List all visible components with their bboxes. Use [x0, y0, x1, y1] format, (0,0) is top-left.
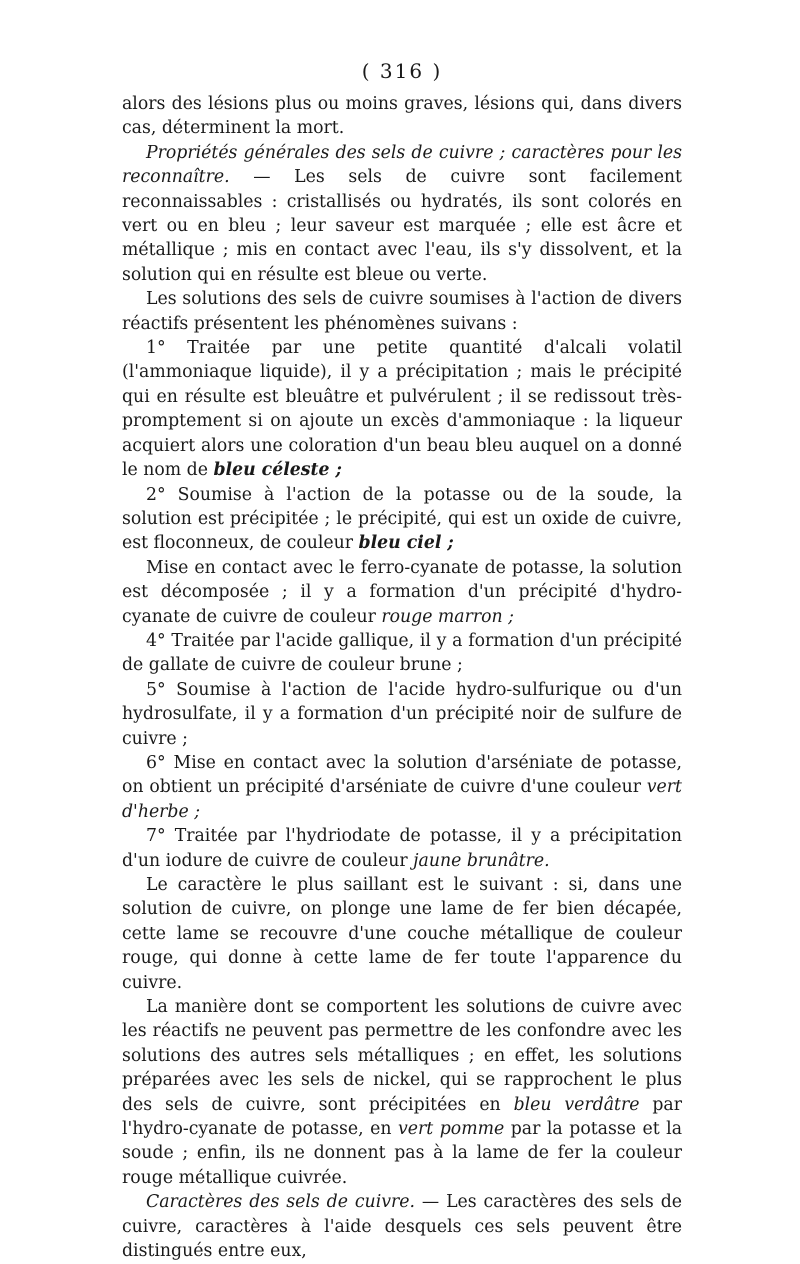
paragraph — [122, 1190, 682, 1263]
paragraph — [122, 751, 682, 824]
emphasized-text: Caractères des sels de cuivre. — [146, 1192, 415, 1213]
paragraph — [122, 92, 682, 141]
text-run: — Les sels de cuivre sont facilement reconnaissables : cristallisés ou hydratés, ils sont colorés en vert ou en bleu ; leur saveur est marquée ; elle est âcre et métallique ; mis en contact avec l'eau, ils s'y dissolvent, et la solution qui en résulte est bleue ou verte. — [122, 167, 682, 285]
paragraph — [122, 336, 682, 482]
text-run: par la potasse et la soude ; enfin, ils ne donnent pas à la lame de fer la couleur rouge métallique cuivrée. — [122, 1119, 682, 1188]
emphasized-text: jaune brunâtre. — [413, 850, 550, 871]
text-run: 4° Traitée par l'acide gallique, il y a formation d'un précipité de gallate de cuivre de couleur brune ; — [122, 630, 682, 676]
emphasized-text: vert pomme — [398, 1119, 505, 1140]
text-run: 6° Mise en contact avec la solution d'arséniate de potasse, on obtient un précipité d'arséniate de cuivre d'une couleur — [122, 752, 682, 798]
emphasized-text: rouge marron ; — [381, 606, 514, 627]
text-run: 2° Soumise à l'action de la potasse ou de la soude, la solution est précipitée ; le précipité, qui est un oxide de cuivre, est floconneux, de couleur — [122, 484, 682, 554]
text-run: Mise en contact avec le ferro-cyanate de potasse, la solution est décomposée ; il y a formation d'un précipité d'hydro-cyanate de cuivre de couleur — [122, 557, 682, 627]
text-run: 5° Soumise à l'action de l'acide hydro-sulfurique ou d'un hydrosulfate, il y a formation d'un précipité noir de sulfure de cuivre ; — [122, 679, 682, 749]
document-page — [122, 58, 682, 1264]
text-run: La manière dont se comportent les solutions de cuivre avec les réactifs ne peuvent pas permettre de les confondre avec les solutions des autres sels métalliques ; en effet, les solutions préparées avec les sels de nickel, qui se rapprochent le plus des sels de cuivre, sont précipitées en — [122, 997, 682, 1115]
body-text — [122, 92, 682, 1264]
emphasized-text: vert d'herbe ; — [122, 777, 682, 822]
page-number: ( 316 ) — [361, 59, 443, 83]
paragraph — [122, 629, 682, 678]
paragraph — [122, 287, 682, 336]
emphasized-text: bleu céleste ; — [213, 460, 342, 481]
text-run: Les solutions des sels de cuivre soumises à l'action de divers réactifs présentent les phénomènes suivans : — [122, 289, 682, 334]
paragraph — [122, 995, 682, 1190]
paragraph — [122, 824, 682, 873]
text-run: alors des lésions plus ou moins graves, lésions qui, dans divers cas, déterminent la mort. — [122, 94, 682, 139]
paragraph — [122, 556, 682, 629]
paragraph — [122, 483, 682, 556]
emphasized-text: bleu verdâtre — [513, 1094, 640, 1115]
text-run: 1° Traitée par une petite quantité d'alcali volatil (l'ammoniaque liquide), il y a précipitation ; mais le précipité qui en résulte est bleuâtre et pulvérulent ; il se redissout très-promptement si on ajoute un excès d'ammoniaque : la liqueur acquiert alors une coloration d'un beau bleu auquel on a donné le nom de — [122, 338, 682, 481]
text-run: — Les caractères des sels de cuivre, caractères à l'aide desquels ces sels peuvent être distingués entre eux, — [122, 1192, 682, 1262]
text-run: par l'hydro-cyanate de potasse, en — [122, 1094, 682, 1140]
text-run: 7° Traitée par l'hydriodate de potasse, il y a précipitation d'un iodure de cuivre de couleur — [122, 826, 682, 871]
paragraph — [122, 141, 682, 287]
emphasized-text: bleu ciel ; — [358, 533, 454, 554]
paragraph — [122, 873, 682, 995]
emphasized-text: Propriétés générales des sels de cuivre ; caractères pour les reconnaître. — [122, 142, 682, 188]
text-run: Le caractère le plus saillant est le suivant : si, dans une solution de cuivre, on plonge une lame de fer bien décapée, cette lame se recouvre d'une couche métallique de couleur rouge, qui donne à cette lame de fer toute l'apparence du cuivre. — [122, 875, 682, 993]
paragraph — [122, 678, 682, 751]
